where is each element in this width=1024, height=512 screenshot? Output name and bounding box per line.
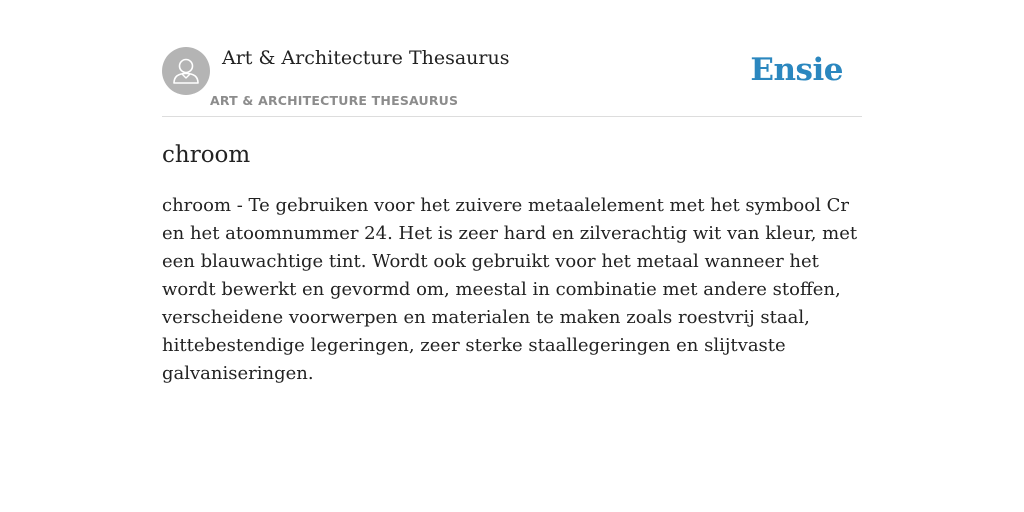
user-icon: [162, 47, 210, 95]
source-label[interactable]: ART & ARCHITECTURE THESAURUS: [210, 93, 459, 108]
entry-header: [162, 46, 862, 117]
brand-logo[interactable]: Ensie: [750, 52, 843, 88]
definition-text: chroom - Te gebruiken voor het zuivere metaalelement met het symbool Cr en het atoomnummer 24. Het is zeer hard en zilverachtig wit van kleur, met een blauwachtige tint. Wordt ook gebruikt voor het metaal wanneer het wordt bewerkt en gevormd om, meestal in combinatie met andere stoffen, verscheidene voorwerpen en materialen te maken zoals roestvrij staal, hittebestendige legeringen, zeer sterke staallegeringen en slijtvaste galvaniseringen.: [162, 195, 858, 384]
term-title: chroom: [162, 142, 251, 168]
author-name[interactable]: Art & Architecture Thesaurus: [222, 47, 510, 69]
avatar[interactable]: [162, 47, 210, 95]
